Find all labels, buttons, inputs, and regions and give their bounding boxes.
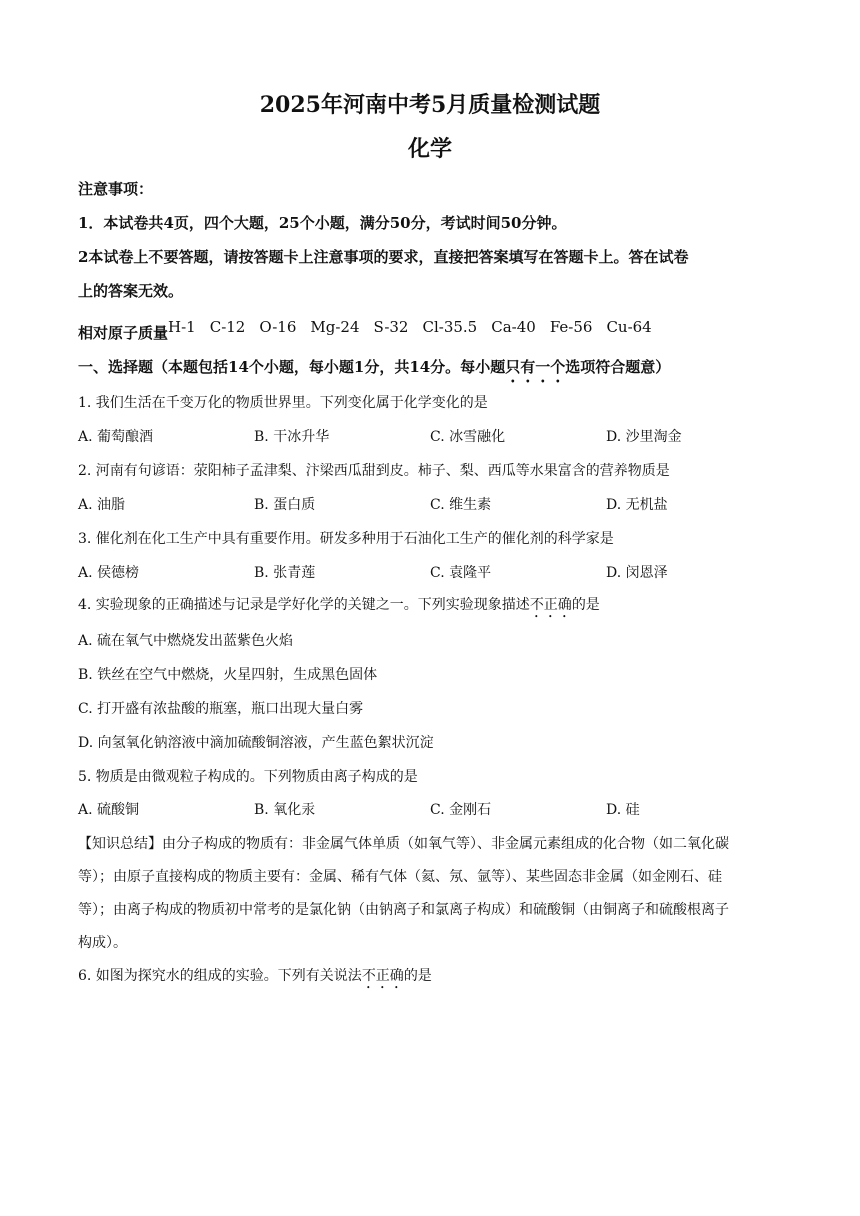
q1-option-d: D. 沙里淘金 xyxy=(606,429,682,445)
q4-option-a: A. 硫在氧气中燃烧发出蓝紫色火焰 xyxy=(78,633,294,649)
notes-item-1: 1．本试卷共4页，四个大题，25个小题，满分50分，考试时间50分钟。 xyxy=(78,214,567,232)
atomic-mass: S-32 xyxy=(373,318,409,336)
q1-option-c: C. 冰雪融化 xyxy=(430,429,506,445)
atomic-mass: Cu-64 xyxy=(606,318,652,336)
question-6-stem: 6. 如图为探究水的组成的实验。下列有关说法不正确的是 xyxy=(78,968,432,984)
atomic-mass: C-12 xyxy=(209,318,246,336)
atomic-mass: Mg-24 xyxy=(310,318,360,336)
atomic-masses-row xyxy=(78,316,652,342)
knowledge-summary-line-2: 等）；由原子直接构成的物质主要有：金属、稀有气体（氦、氖、氩等）、某些固态非金属（如金刚石、硅 xyxy=(78,869,722,885)
q3-option-c: C. 袁隆平 xyxy=(430,565,492,581)
q5-option-b: B. 氧化汞 xyxy=(254,802,316,818)
atomic-mass: Ca-40 xyxy=(491,318,536,336)
atomic-mass: Cl-35.5 xyxy=(422,318,478,336)
q2-option-a: A. 油脂 xyxy=(78,497,126,513)
q3-option-b: B. 张青莲 xyxy=(254,565,316,581)
q4-option-c: C. 打开盛有浓盐酸的瓶塞，瓶口出现大量白雾 xyxy=(78,701,364,717)
knowledge-summary-line-3: 等）；由离子构成的物质初中常考的是氯化钠（由钠离子和氯离子构成）和硫酸铜（由铜离子和硫酸根离子 xyxy=(78,902,729,918)
q1-option-a: A. 葡萄酿酒 xyxy=(78,429,154,445)
atomic-mass-values xyxy=(168,318,652,336)
q3-option-d: D. 闵恩泽 xyxy=(606,565,668,581)
q1-option-b: B. 干冰升华 xyxy=(254,429,330,445)
emphasized-text: 不正确 xyxy=(529,597,572,613)
atomic-mass: H-1 xyxy=(168,318,196,336)
notes-item-2-line-2: 上的答案无效。 xyxy=(78,282,184,300)
q5-option-a: A. 硫酸铜 xyxy=(78,802,140,818)
q3-option-a: A. 侯德榜 xyxy=(78,565,140,581)
atomic-masses-label: 相对原子质量 xyxy=(78,324,169,342)
knowledge-summary-line-1: 【知识总结】由分子构成的物质有：非金属气体单质（如氧气等）、非金属元素组成的化合物（如二氧化碳 xyxy=(78,836,729,852)
question-5-stem: 5. 物质是由微观粒子构成的。下列物质由离子构成的是 xyxy=(78,769,418,785)
question-2-stem: 2. 河南有句谚语：荥阳柿子孟津梨、汴梁西瓜甜到皮。柿子、梨、西瓜等水果富含的营养物质是 xyxy=(78,463,670,479)
q4-option-b: B. 铁丝在空气中燃烧，火星四射，生成黑色固体 xyxy=(78,667,378,683)
q5-option-d: D. 硅 xyxy=(606,802,640,818)
emphasized-text: 不正确 xyxy=(361,968,404,984)
question-3-stem: 3. 催化剂在化工生产中具有重要作用。研发多种用于石油化工生产的催化剂的科学家是 xyxy=(78,531,614,547)
q2-option-b: B. 蛋白质 xyxy=(254,497,316,513)
subject-title: 化学 xyxy=(407,136,452,162)
q2-option-c: C. 维生素 xyxy=(430,497,492,513)
question-4-stem: 4. 实验现象的正确描述与记录是学好化学的关键之一。下列实验现象描述不正确的是 xyxy=(78,597,600,613)
exam-title: 2025年河南中考5月质量检测试题 xyxy=(259,92,601,118)
notes-item-2-line-1: 2本试卷上不要答题，请按答题卡上注意事项的要求，直接把答案填写在答题卡上。答在试卷 xyxy=(78,248,689,266)
emphasized-text: 只有一个 xyxy=(505,358,566,376)
q4-option-d: D. 向氢氧化钠溶液中滴加硫酸铜溶液，产生蓝色絮状沉淀 xyxy=(78,735,434,751)
q5-option-c: C. 金刚石 xyxy=(430,802,492,818)
question-1-stem: 1. 我们生活在千变万化的物质世界里。下列变化属于化学变化的是 xyxy=(78,395,488,411)
atomic-mass: O-16 xyxy=(259,318,297,336)
atomic-mass: Fe-56 xyxy=(549,318,593,336)
section-1-heading: 一、选择题（本题包括14个小题，每小题1分，共14分。每小题只有一个选项符合题意） xyxy=(78,358,671,376)
notes-heading: 注意事项： xyxy=(78,180,154,198)
knowledge-summary-line-4: 构成）。 xyxy=(78,935,127,951)
q2-option-d: D. 无机盐 xyxy=(606,497,668,513)
